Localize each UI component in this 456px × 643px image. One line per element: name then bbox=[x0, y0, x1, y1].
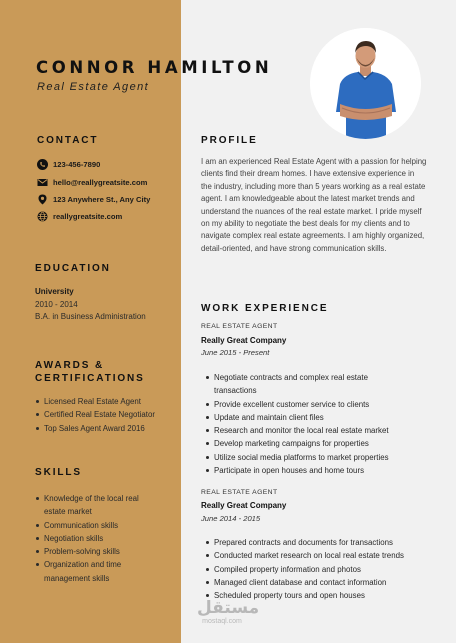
education-heading: EDUCATION bbox=[35, 263, 111, 274]
list-item: Provide excellent customer service to clients bbox=[205, 398, 435, 411]
contact-website: reallygreatsite.com bbox=[53, 211, 123, 221]
job-dates: June 2015 - Present bbox=[201, 348, 270, 357]
watermark-arabic: مستقل bbox=[197, 598, 260, 618]
awards-heading bbox=[35, 359, 145, 385]
skills-heading: SKILLS bbox=[35, 467, 82, 478]
list-item: Licensed Real Estate Agent bbox=[35, 395, 180, 408]
job-company: Really Great Company bbox=[201, 336, 287, 345]
contact-email-row[interactable] bbox=[37, 176, 147, 188]
awards-heading-line1: AWARDS & bbox=[35, 360, 105, 371]
phone-icon bbox=[37, 159, 48, 170]
list-item: Scheduled property tours and open houses bbox=[205, 589, 435, 602]
list-item: Organization and time management skills bbox=[35, 558, 175, 585]
profile-heading: PROFILE bbox=[201, 135, 258, 146]
list-item: Negotiate contracts and complex real estate transactions bbox=[205, 371, 435, 398]
contact-phone: 123-456-7890 bbox=[53, 159, 101, 169]
contact-address: 123 Anywhere St., Any City bbox=[53, 194, 151, 204]
contact-heading: CONTACT bbox=[37, 135, 99, 146]
job-duties-list bbox=[205, 536, 435, 602]
globe-icon bbox=[37, 211, 48, 222]
list-item: Conducted market research on local real estate trends bbox=[205, 549, 435, 562]
education-years: 2010 - 2014 bbox=[35, 300, 78, 309]
location-icon bbox=[37, 194, 48, 205]
work-heading: WORK EXPERIENCE bbox=[201, 303, 329, 314]
person-photo-illustration bbox=[310, 28, 421, 139]
list-item: Certified Real Estate Negotiator bbox=[35, 408, 180, 421]
list-item: Update and maintain client files bbox=[205, 411, 435, 424]
list-item: Negotiation skills bbox=[35, 532, 175, 545]
person-name: CONNOR HAMILTON bbox=[36, 58, 273, 77]
education-school: University bbox=[35, 287, 74, 296]
skills-list bbox=[35, 492, 175, 585]
list-item: Prepared contracts and documents for transactions bbox=[205, 536, 435, 549]
list-item: Develop marketing campaigns for properties bbox=[205, 437, 435, 450]
list-item: Participate in open houses and home tours bbox=[205, 464, 435, 477]
list-item: Knowledge of the local real estate market bbox=[35, 492, 175, 519]
awards-heading-line2: CERTIFICATIONS bbox=[35, 373, 145, 384]
contact-phone-row[interactable] bbox=[37, 158, 100, 170]
list-item: Utilize social media platforms to market properties bbox=[205, 451, 435, 464]
contact-website-row[interactable] bbox=[37, 210, 122, 222]
list-item: Top Sales Agent Award 2016 bbox=[35, 422, 180, 435]
watermark-latin: mostaql.com bbox=[202, 618, 242, 625]
profile-text: I am an experienced Real Estate Agent with a passion for helping clients find their dream homes. I have extensive experience in the industry, including more than 5 years working as a real estate agent. I am knowledgeable about the latest market trends and understand the nuances of the real estate market. I pride myself on my ability to negotiate the best deals for my clients and to navigate complex real estate agreements. I am highly organized, detail-oriented, and have strong communication skills. bbox=[201, 157, 427, 253]
job-dates: June 2014 - 2015 bbox=[201, 514, 261, 523]
list-item: Research and monitor the local real estate market bbox=[205, 424, 435, 437]
email-icon bbox=[37, 177, 48, 188]
job-title: REAL ESTATE AGENT bbox=[201, 489, 278, 496]
education-degree: B.A. in Business Administration bbox=[35, 312, 146, 321]
contact-email: hello@reallygreatsite.com bbox=[53, 177, 148, 187]
awards-list bbox=[35, 395, 180, 435]
profile-photo bbox=[310, 28, 421, 139]
job-duties-list bbox=[205, 371, 435, 477]
watermark-logo bbox=[197, 598, 260, 626]
list-item: Managed client database and contact information bbox=[205, 576, 435, 589]
job-company: Really Great Company bbox=[201, 501, 287, 510]
list-item: Problem-solving skills bbox=[35, 545, 175, 558]
person-role: Real Estate Agent bbox=[37, 81, 150, 93]
list-item: Compiled property information and photos bbox=[205, 563, 435, 576]
list-item: Communication skills bbox=[35, 519, 175, 532]
job-title: REAL ESTATE AGENT bbox=[201, 323, 278, 330]
contact-address-row[interactable] bbox=[37, 193, 150, 205]
